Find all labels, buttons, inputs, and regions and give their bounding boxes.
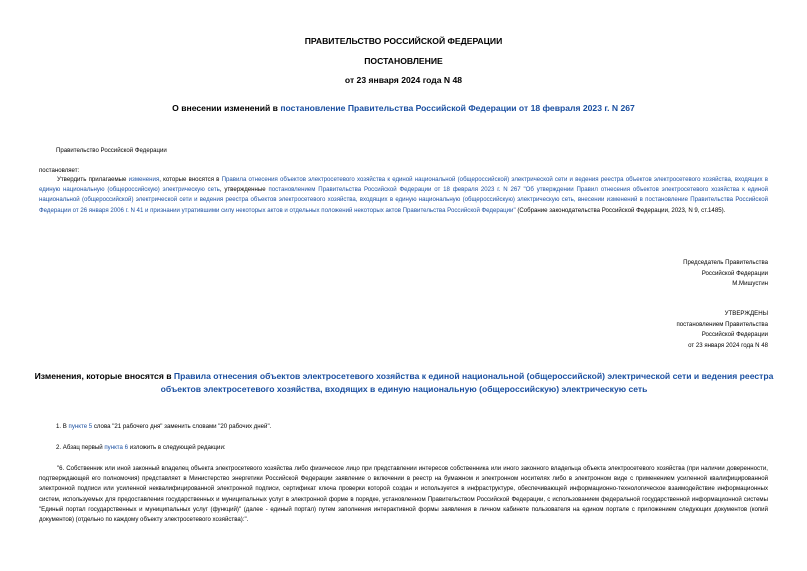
item1-link[interactable]: пункте 5 bbox=[68, 423, 93, 430]
p1-text-b: , которые вносятся в bbox=[159, 176, 222, 183]
p1-link-changes[interactable]: изменения bbox=[128, 176, 160, 183]
quote-paragraph: "6. Собственник или иной законный владелец объекта электросетевого хозяйства либо физическое лицо при представлении интересов собственника или иного законного владельца объекта электросетевого хозяйства (при наличии доверенности, подтверждающей его полномочия) представляет в Министерство энергетики Российской Федерации заявление о включении в реестр на бумажном и электронном носителях либо в электронном виде с применением усиленной квалифицированной электронной подписи или усиленной неквалифицированной электронной подписи, сертификат ключа проверки которой создан и используется в инфраструктуре, обеспечивающей информационно-технологическое взаимодействие информационных систем, используемых для предоставления государственных и муниципальных услуг в электронной форме в порядке, установленном Правительством Российской Федерации, с использованием федеральной государственной информационной системы "Единый портал государственных и муниципальных услуг (функций)" (далее - единый портал) путем заполнения интерактивной формы заявления в личном кабинете пользователя на едином портале с приложением следующих документов (копий документов) (отдельно по каждому объекту электросетевого хозяйства):". bbox=[39, 465, 768, 524]
p1-link-rules[interactable]: Правила отнесения объектов электросетевого хозяйства к единой национальной (общероссийской) электрической сети и ведения реестра объектов электросетевого хозяйства, входящих в единую национальную (общероссийскую) электрическую сеть bbox=[39, 176, 768, 194]
document-title bbox=[0, 103, 807, 113]
p1-text-d: (Собрание законодательства Российской Федерации, 2023, N 9, ст.1485). bbox=[515, 206, 726, 214]
signature-name: М.Мишустин bbox=[732, 280, 768, 288]
title-prefix: О внесении изменений в bbox=[172, 103, 281, 113]
changes-title-prefix: Изменения, которые вносятся в bbox=[34, 371, 174, 381]
item1-text-a: 1. В bbox=[56, 423, 69, 430]
p1-text-a: Утвердить прилагаемые bbox=[57, 176, 129, 183]
item2-text-b: изложить в следующей редакции: bbox=[128, 444, 226, 451]
signature-position-2: Российской Федерации bbox=[701, 269, 768, 277]
change-item-1 bbox=[56, 422, 271, 432]
approved-label: УТВЕРЖДЕНЫ bbox=[724, 310, 768, 317]
item1-text-b: слова "21 рабочего дня" заменить словами "20 рабочих дней". bbox=[92, 423, 272, 430]
p1-text-c: , утвержденные bbox=[219, 186, 269, 194]
approved-line-1: постановлением Правительства bbox=[676, 320, 768, 328]
item2-text-a: 2. Абзац первый bbox=[56, 444, 105, 451]
signature-position-1: Председатель Правительства bbox=[683, 259, 768, 266]
approved-block bbox=[600, 309, 768, 351]
p1-link-resolution[interactable]: постановлением Правительства Российской Федерации от 18 февраля 2023 г. N 267 "Об утверждении Правил отнесения объектов электросетевого хозяйства к единой национальной (общероссийской) электрической сети и ведения реестра объектов электросетевого хозяйства, входящих в единую национальную (общероссийскую) электрическую сеть, внесении изменений в постановление Правительства Российской Федерации от 26 января 2006 г. N 41 и признании утратившими силу некоторых актов и отдельных положений некоторых актов Правительства Российской Федерации" bbox=[39, 186, 768, 214]
approved-line-2: Российской Федерации bbox=[701, 331, 768, 339]
header-date-number: от 23 января 2024 года N 48 bbox=[344, 75, 463, 85]
title-link[interactable]: постановление Правительства Российской Федерации от 18 февраля 2023 г. N 267 bbox=[280, 103, 635, 113]
decides: постановляет: bbox=[39, 167, 80, 174]
item2-link[interactable]: пункта 6 bbox=[104, 444, 128, 451]
header-government: ПРАВИТЕЛЬСТВО РОССИЙСКОЙ ФЕДЕРАЦИИ bbox=[304, 36, 503, 46]
header-doc-type: ПОСТАНОВЛЕНИЕ bbox=[364, 56, 443, 66]
issuer: Правительство Российской Федерации bbox=[56, 147, 167, 154]
signature-block bbox=[600, 258, 768, 290]
paragraph-1 bbox=[39, 175, 768, 216]
changes-title bbox=[34, 370, 774, 396]
change-item-2 bbox=[56, 443, 226, 453]
approved-line-3: от 23 января 2024 года N 48 bbox=[688, 341, 768, 349]
changes-title-link[interactable]: Правила отнесения объектов электросетевого хозяйства к единой национальной (общероссийской) электрической сети и ведения реестра объектов электросетевого хозяйства, входящих в единую национальную (общероссийскую) электрическую сеть bbox=[160, 371, 774, 394]
